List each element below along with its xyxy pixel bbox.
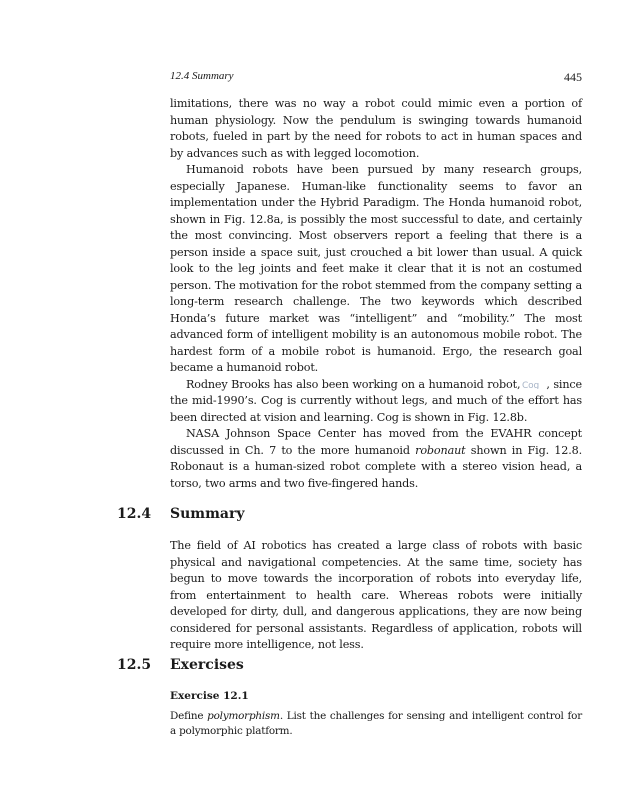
exercise-text-start: Define xyxy=(170,710,208,722)
exercise-text-end: . List the challenges for sensing and intelligent control for a polymorphic platform. xyxy=(170,710,582,737)
brooks-text-start: Rodney Brooks has also been working on a humanoid robot, xyxy=(186,377,521,391)
brooks-text-end: , since the mid-1990’s. Cog is currently without legs, and much of the effort has been directed at vision and learning. Cog is shown in Fig. 12.8b. xyxy=(170,377,582,424)
section-number: 12.5 xyxy=(117,657,152,673)
cog-logo-image xyxy=(522,380,544,389)
nasa-text-start: NASA Johnson Space Center has moved from the EVAHR concept discussed in Ch. 7 to the more humanoid xyxy=(170,427,582,457)
svg-text:Cog: Cog xyxy=(522,380,540,389)
section-title: Summary xyxy=(170,506,245,522)
polymorphism-term: polymorphism xyxy=(207,710,280,722)
paragraph-rodney-brooks xyxy=(170,377,582,427)
paragraph-nasa-robonaut xyxy=(170,426,582,492)
section-title: Exercises xyxy=(170,657,244,673)
exercise-text xyxy=(170,709,582,739)
exercise-title: Exercise 12.1 xyxy=(170,690,249,702)
summary-paragraph: The field of AI robotics has created a large class of robots with basic physical and navigational competencies. At the same time, society has begun to move towards the incorporation of robots into everyday life, from entertainment to health care. Whereas robots were initially developed for dirty, dull, and dangerous applications, they are now being considered for personal assistants. Regardless of application, robots will require more intelligence, not less. xyxy=(170,539,582,651)
intro-text xyxy=(170,96,582,492)
page-number: 445 xyxy=(564,70,582,84)
running-head xyxy=(170,70,582,82)
summary-text xyxy=(170,538,582,654)
robonaut-term: robonaut xyxy=(415,443,466,457)
nasa-text-end: shown in Fig. 12.8. Robonaut is a human-sized robot complete with a stereo vision head, a torso, two arms and two five-fingered hands. xyxy=(170,443,583,490)
paragraph-humanoid-robots: Humanoid robots have been pursued by many research groups, especially Japanese. Human-like functionality seems to favor an implementation under the Hybrid Paradigm. The Honda humanoid robot, shown in Fig. 12.8a, is possibly the most successful to date, and certainly the most convincing. Most observers report a feeling that there is a person inside a space suit, just crouched a bit lower than usual. A quick look to the leg joints and feet make it clear that it is not an costumed person. The motivation for the robot stemmed from the company setting a long-term research challenge. The two keywords which described Honda’s future market was “intelligent” and “mobility.” The most advanced form of intelligent mobility is an autonomous mobile robot. The hardest form of a mobile robot is humanoid. Ergo, the research goal became a humanoid robot. xyxy=(170,163,582,374)
running-head-section: 12.4 Summary xyxy=(170,70,234,82)
paragraph-limitations: limitations, there was no way a robot could mimic even a portion of human physiology. Now the pendulum is swinging towards humanoid robots, fueled in part by the need for robots to act in human spaces and by advances such as with legged locomotion. xyxy=(170,97,582,160)
section-number: 12.4 xyxy=(117,506,152,522)
